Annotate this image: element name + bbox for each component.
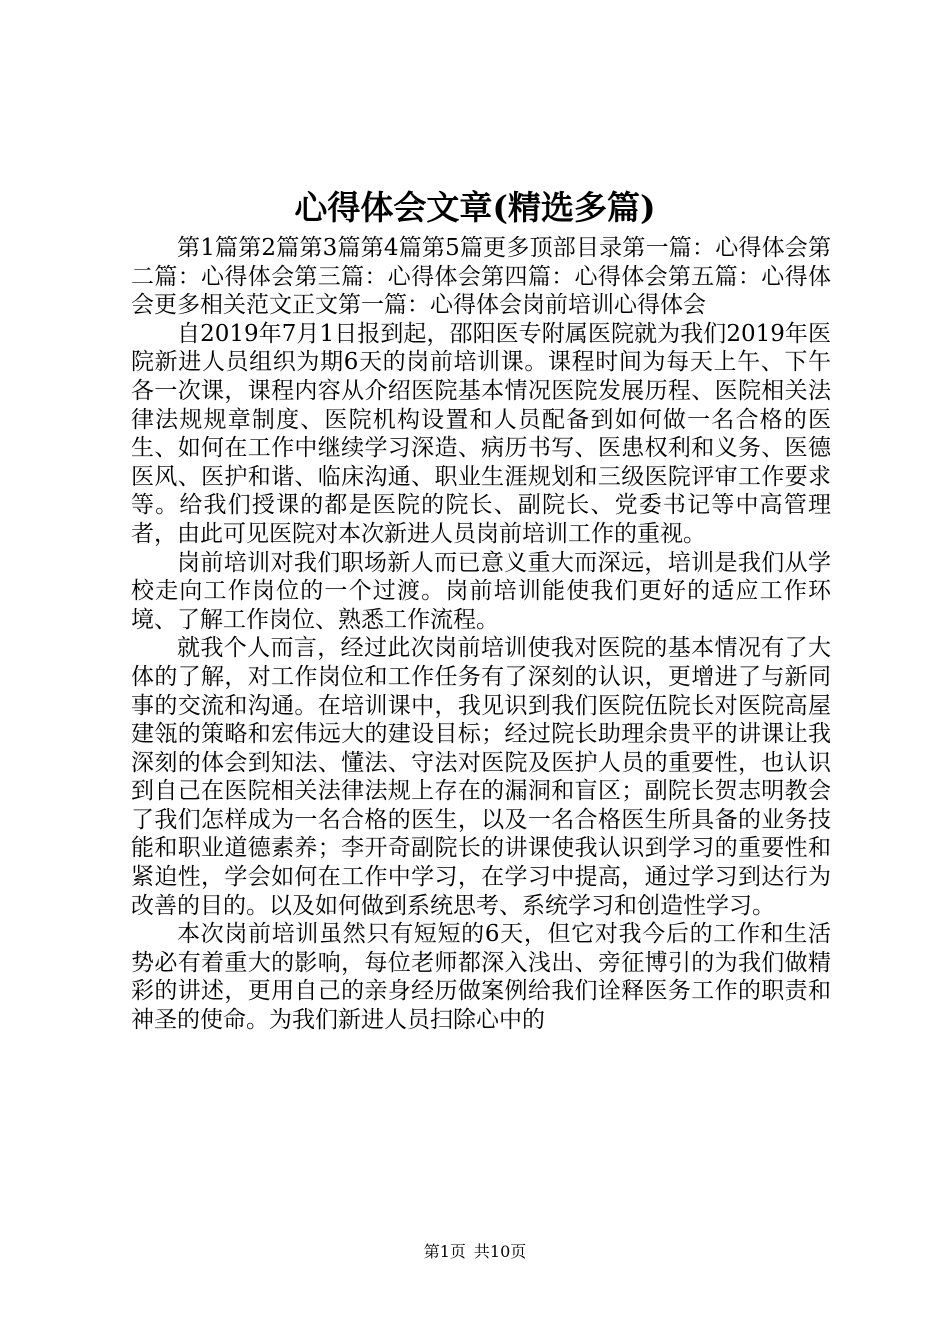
page-total: 共10页 — [473, 1242, 527, 1261]
page-footer — [0, 1241, 950, 1263]
document-title: 心得体会文章(精选多篇) — [294, 188, 656, 227]
paragraph: 就我个人而言，经过此次岗前培训使我对医院的基本情况有了大体的了解，对工作岗位和工作任务有了深刻的认识，更增进了与新同事的交流和沟通。在培训课中，我见识到我们医院伍院长对医院高屋建瓴的策略和宏伟远大的建设目标；经过院长助理余贵平的讲课让我深刻的体会到知法、懂法、守法对医院及医护人员的重要性，也认识到自己在医院相关法律法规上存在的漏洞和盲区；副院长贺志明教会了我们怎样成为一名合格的医生，以及一名合格医生所具备的业务技能和职业道德素养；李开奇副院长的讲课使我认识到学习的重要性和紧迫性，学会如何在工作中学习，在学习中提高，通过学习到达行为改善的目的。以及如何做到系统思考、系统学习和创造性学习。 — [131, 635, 831, 919]
paragraph: 本次岗前培训虽然只有短短的6天，但它对我今后的工作和生活势必有着重大的影响，每位老师都深入浅出、旁征博引的为我们做精彩的讲述，更用自己的亲身经历做案例给我们诠释医务工作的职责和神圣的使命。为我们新进人员扫除心中的 — [131, 921, 831, 1034]
paragraph: 自2019年7月1日报到起，邵阳医专附属医院就为我们2019年医院新进人员组织为期6天的岗前培训课。课程时间为每天上午、下午各一次课，课程内容从介绍医院基本情况医院发展历程、医院相关法律法规规章制度、医院机构设置和人员配备到如何做一名合格的医生、如何在工作中继续学习深造、病历书写、医患权利和义务、医德医风、医护和谐、临床沟通、职业生涯规划和三级医院评审工作要求等。给我们授课的都是医院的院长、副院长、党委书记等中高管理者，由此可见医院对本次新进人员岗前培训工作的重视。 — [131, 320, 831, 547]
document-body — [131, 234, 831, 1035]
paragraph-toc: 第1篇第2篇第3篇第4篇第5篇更多顶部目录第一篇：心得体会第二篇：心得体会第三篇：心得体会第四篇：心得体会第五篇：心得体会更多相关范文正文第一篇：心得体会岗前培训心得体会 — [131, 235, 831, 319]
page-number: 第1页 — [423, 1242, 466, 1261]
paragraph: 岗前培训对我们职场新人而已意义重大而深远，培训是我们从学校走向工作岗位的一个过渡。岗前培训能使我们更好的适应工作环境、了解工作岗位、熟悉工作流程。 — [131, 549, 831, 633]
